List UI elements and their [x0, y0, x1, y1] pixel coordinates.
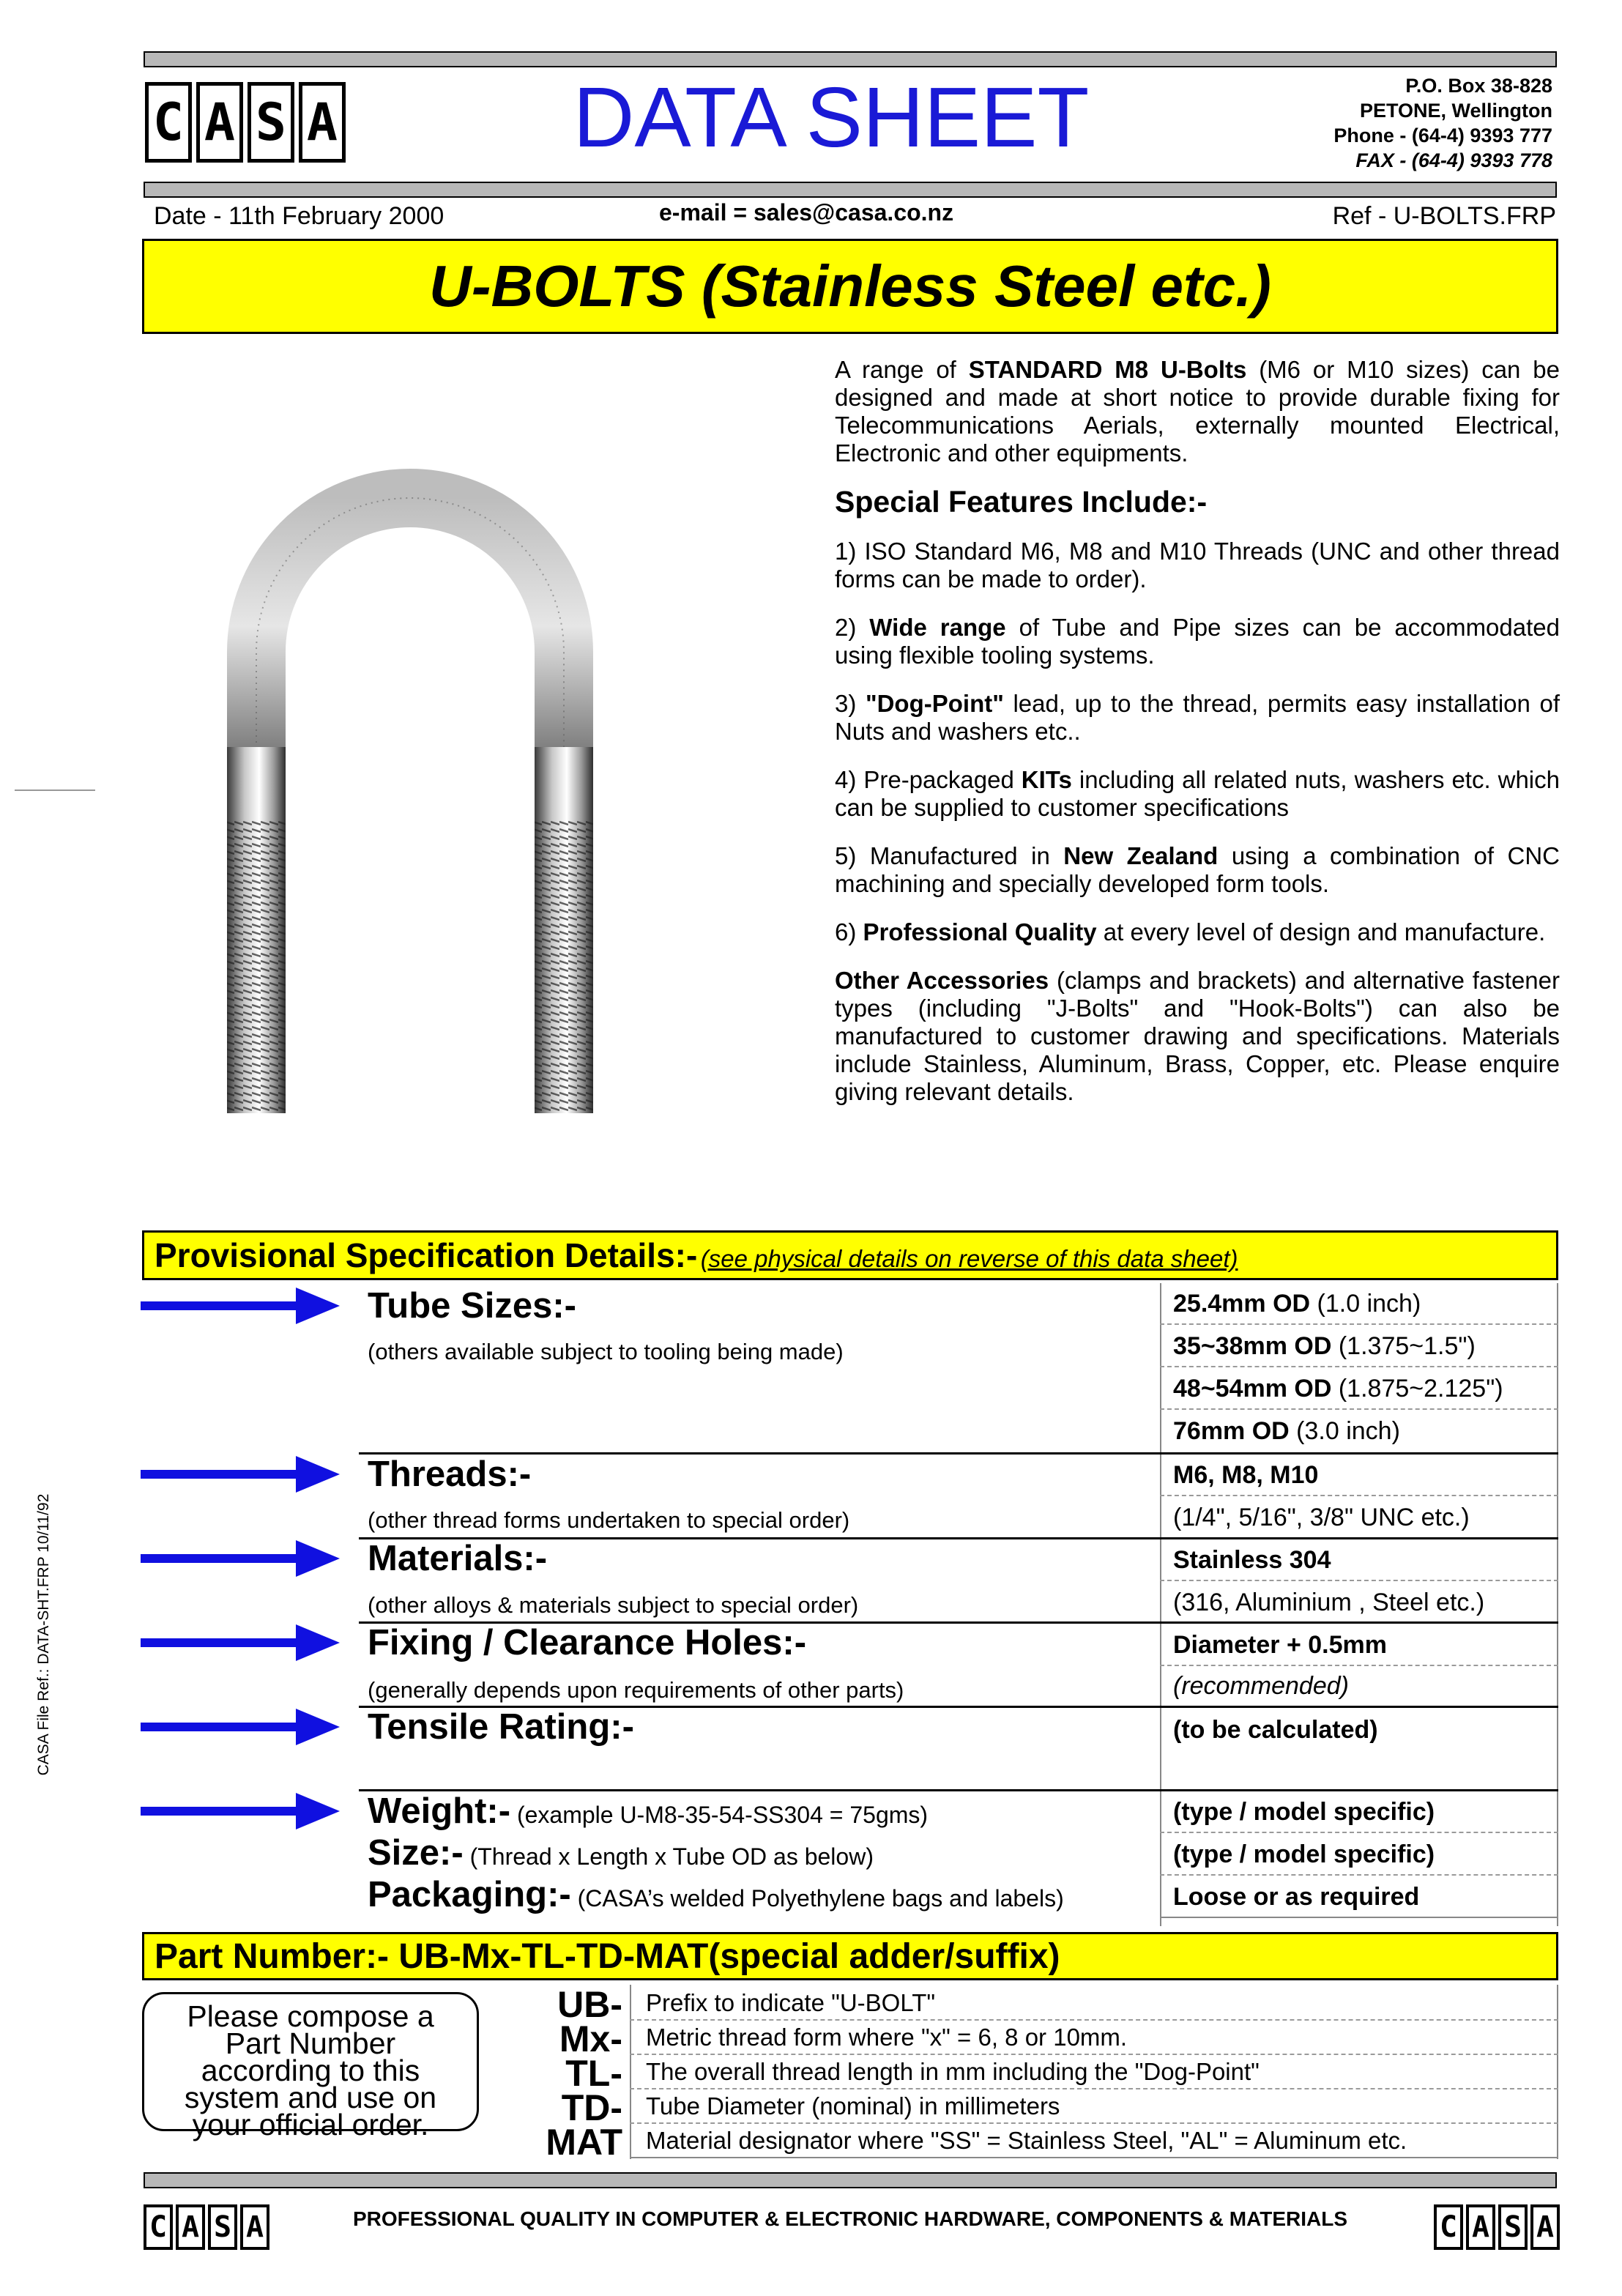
- phone-line: Phone - (64-4) 9393 777: [1333, 125, 1552, 146]
- intro-paragraph: A range of STANDARD M8 U-Bolts (M6 or M10 sizes) can be designed and made at short notice to provide durable fixing for Telecommunications Aerials, externally mounted Electrical, Electronic and other equipments.: [835, 356, 1560, 467]
- arrow-icon: [141, 1624, 340, 1661]
- email-text: e-mail = sales@casa.co.nz: [659, 199, 954, 226]
- arrow-icon: [141, 1288, 340, 1324]
- materials-label: Materials:-: [368, 1539, 548, 1578]
- fixing-value: Diameter + 0.5mm: [1160, 1624, 1558, 1666]
- arrow-icon: [141, 1456, 340, 1493]
- ref-text: Ref - U-BOLTS.FRP: [1332, 202, 1556, 230]
- part-code: MAT: [546, 2122, 622, 2163]
- part-code: UB-: [557, 1984, 622, 2025]
- size-value: (type / model specific): [1160, 1834, 1558, 1876]
- contact-address: [1333, 73, 1552, 173]
- part-code: TL-: [565, 2053, 622, 2094]
- logo-letter: C: [1434, 2204, 1463, 2250]
- fixing-label: Fixing / Clearance Holes:-: [368, 1623, 807, 1662]
- fixing-value-alt: (recommended): [1173, 1672, 1349, 1700]
- materials-note: (other alloys & materials subject to special order): [368, 1592, 859, 1618]
- product-banner: U-BOLTS (Stainless Steel etc.): [142, 239, 1558, 334]
- feature-item: 1) ISO Standard M6, M8 and M10 Threads (UNC and other thread forms can be made to order).: [835, 538, 1560, 592]
- logo-letter: S: [1498, 2204, 1528, 2250]
- tube-size-value: 48~54mm OD (1.875~2.125"): [1160, 1368, 1558, 1410]
- date-text: Date - 11th February 2000: [154, 202, 444, 230]
- materials-value-alt: (316, Aluminium , Steel etc.): [1173, 1589, 1485, 1616]
- logo-letter: A: [240, 2204, 269, 2250]
- packaging-label: Packaging:- (CASA’s welded Polyethylene bags and labels): [368, 1875, 1064, 1914]
- tube-sizes-note: (others available subject to tooling being made): [368, 1339, 844, 1364]
- logo-letter: A: [196, 82, 243, 163]
- arrow-icon: [141, 1709, 340, 1745]
- feature-item: 3) "Dog-Point" lead, up to the thread, permits easy installation of Nuts and washers etc..: [835, 690, 1560, 745]
- compose-line: Please compose a: [187, 1999, 434, 2033]
- logo-letter: S: [208, 2204, 237, 2250]
- compose-line: Part Number: [225, 2026, 396, 2060]
- margin-tick: [15, 790, 95, 791]
- threads-note: (other thread forms undertaken to special order): [368, 1507, 850, 1533]
- feature-item: 5) Manufactured in New Zealand using a combination of CNC machining and specially developed form tools.: [835, 842, 1560, 897]
- part-code: TD-: [561, 2087, 622, 2128]
- feature-item: 4) Pre-packaged KITs including all related nuts, washers etc. which can be supplied to customer specifications: [835, 766, 1560, 821]
- part-code: Mx-: [559, 2018, 622, 2059]
- part-code-desc: Material designator where "SS" = Stainless Steel, "AL" = Aluminum etc.: [630, 2124, 1558, 2158]
- tube-sizes-label: Tube Sizes:-: [368, 1286, 576, 1326]
- file-reference: CASA File Ref.: DATA-SHT.FRP 10/11/92: [35, 1493, 52, 1776]
- logo-letter: C: [144, 2204, 173, 2250]
- top-rule: [144, 51, 1557, 67]
- part-code-desc: Prefix to indicate "U-BOLT": [630, 1986, 1558, 2021]
- threads-value: M6, M8, M10: [1160, 1454, 1558, 1496]
- logo-letter: A: [176, 2204, 205, 2250]
- spec-heading: Provisional Specification Details:- (see physical details on reverse of this data sheet): [142, 1230, 1558, 1280]
- feature-item: Other Accessories (clamps and brackets) and alternative fastener types (including "J-Bolts" and "Hook-Bolts") can also be manufactured to customer drawing and specifications. Materials include Stainless, Aluminum, Brass, Copper, etc. Please enquire giving relevant details.: [835, 967, 1560, 1105]
- compose-line: your official order.: [192, 2108, 429, 2141]
- tube-size-value: 35~38mm OD (1.375~1.5"): [1160, 1326, 1558, 1367]
- threads-label: Threads:-: [368, 1454, 532, 1494]
- materials-value: Stainless 304: [1160, 1539, 1558, 1581]
- logo-letter: A: [1530, 2204, 1560, 2250]
- tensile-value: (to be calculated): [1173, 1716, 1378, 1744]
- tube-size-value: 25.4mm OD (1.0 inch): [1160, 1283, 1558, 1325]
- fixing-note: (generally depends upon requirements of other parts): [368, 1677, 904, 1703]
- part-code-desc: The overall thread length in mm including the "Dog-Point": [630, 2055, 1558, 2089]
- tensile-label: Tensile Rating:-: [368, 1707, 634, 1747]
- page-title: DATA SHEET: [573, 70, 1090, 165]
- part-number-heading: Part Number:- UB-Mx-TL-TD-MAT(special adder/suffix): [142, 1932, 1558, 1980]
- address-line: PETONE, Wellington: [1359, 100, 1552, 122]
- header-rule: [144, 182, 1557, 198]
- logo-letter: A: [299, 82, 346, 163]
- arrow-icon: [141, 1540, 340, 1577]
- casa-logo: [145, 82, 346, 163]
- u-bolt-illustration: [146, 410, 732, 1143]
- logo-letter: S: [248, 82, 294, 163]
- weight-value: (type / model specific): [1160, 1791, 1558, 1833]
- features-title: Special Features Include:-: [835, 485, 1208, 519]
- tube-size-value: 76mm OD (3.0 inch): [1173, 1417, 1400, 1445]
- part-code-desc: Metric thread form where "x" = 6, 8 or 10mm.: [630, 2021, 1558, 2055]
- logo-letter: A: [1466, 2204, 1495, 2250]
- packaging-value: Loose or as required: [1160, 1876, 1558, 1918]
- bolt-bend: [256, 498, 564, 754]
- compose-line: system and use on: [184, 2081, 437, 2114]
- intro-text: [835, 356, 1560, 1126]
- footer-logo-right: [1434, 2204, 1560, 2250]
- threads-value-alt: (1/4", 5/16", 3/8" UNC etc.): [1173, 1504, 1470, 1531]
- size-label: Size:- (Thread x Length x Tube OD as below): [368, 1833, 874, 1873]
- compose-line: according to this: [201, 2054, 420, 2087]
- right-thread: [535, 820, 593, 1113]
- arrow-icon: [141, 1793, 340, 1829]
- weight-label: Weight:- (example U-M8-35-54-SS304 = 75gms): [368, 1791, 929, 1831]
- feature-item: 2) Wide range of Tube and Pipe sizes can be accommodated using flexible tooling systems.: [835, 614, 1560, 669]
- bottom-rule: [144, 2172, 1557, 2188]
- footer-tagline: PROFESSIONAL QUALITY IN COMPUTER & ELECTRONIC HARDWARE, COMPONENTS & MATERIALS: [352, 2207, 1348, 2230]
- feature-item: 6) Professional Quality at every level of design and manufacture.: [835, 918, 1546, 945]
- fax-line: FAX - (64-4) 9393 778: [1355, 149, 1552, 171]
- part-code-desc: Tube Diameter (nominal) in millimeters: [630, 2089, 1558, 2124]
- address-line: P.O. Box 38-828: [1405, 75, 1552, 97]
- logo-letter: C: [145, 82, 192, 163]
- left-thread: [227, 820, 286, 1113]
